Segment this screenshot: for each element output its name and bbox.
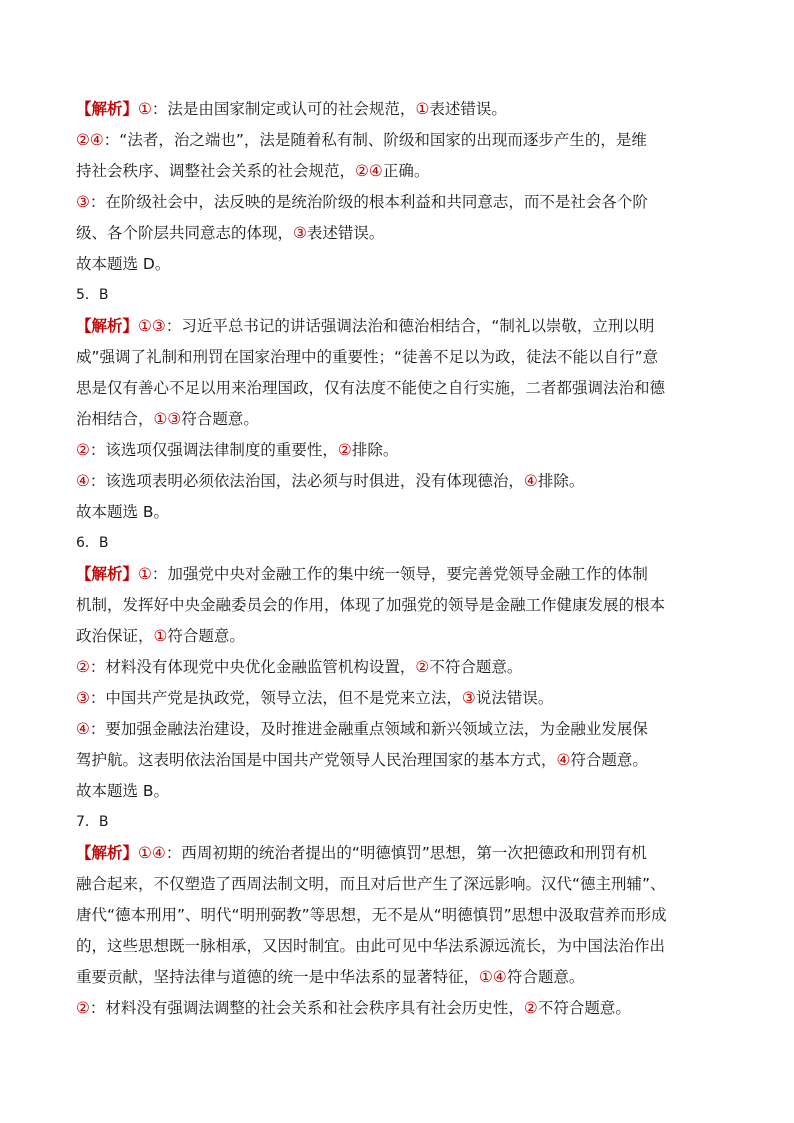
- q5-analysis-line-2: [76, 342, 734, 373]
- text-segment: 机制，发挥好中央金融委员会的作用，体现了加强党的领导是金融工作健康发展的根本: [76, 596, 666, 614]
- text-segment: ：习近平总书记的讲话强调法治和德治相结合，“制礼以崇敬，立刑以明: [165, 317, 655, 335]
- q6-analysis-line-1: [76, 559, 734, 590]
- text-segment: 7．B: [76, 814, 109, 830]
- option-marker: ①④: [479, 968, 507, 986]
- text-segment: 治相结合，: [76, 410, 154, 428]
- option-marker: ②: [76, 658, 90, 676]
- option-marker: ①: [415, 100, 430, 118]
- text-segment: ：该选项表明必须依法治国，法必须与时俱进，没有体现德治，: [89, 472, 524, 490]
- q5-analysis-line-3: [76, 373, 734, 404]
- text-segment: 驾护航。这表明依法治国是中国共产党领导人民治理国家的基本方式，: [76, 751, 557, 769]
- q6-analysis-line-5: [76, 683, 734, 714]
- text-segment: 威”强调了礼制和刑罚在国家治理中的重要性；“徒善不足以为政，徒法不能以自行”意: [76, 348, 659, 366]
- text-segment: 表述错误。: [306, 224, 385, 242]
- text-segment: 符合题意。: [167, 627, 245, 645]
- text-segment: 符合题意。: [506, 968, 585, 986]
- q6-analysis-line-4: [76, 652, 734, 683]
- option-marker: ②: [337, 441, 352, 459]
- option-marker: ④: [76, 720, 90, 738]
- q5-analysis-line-4: [76, 404, 734, 435]
- q7-analysis-line-1: [76, 838, 734, 869]
- text-segment: 持社会秩序、调整社会关系的社会规范，: [76, 162, 356, 180]
- q5-analysis-line-1: [76, 311, 734, 342]
- q4-conclusion: [76, 249, 734, 280]
- option-marker: ③: [76, 689, 90, 707]
- text-segment: 级、各个阶层共同意志的体现，: [76, 224, 294, 242]
- q6-analysis-line-2: [76, 590, 734, 621]
- q4-analysis-line-5: [76, 218, 734, 249]
- q6-analysis-line-3: [76, 621, 734, 652]
- q4-analysis-line-1: [76, 94, 734, 125]
- text-segment: 6．B: [76, 535, 109, 551]
- option-marker: ②: [523, 999, 538, 1017]
- analysis-label: 【解析】: [76, 565, 139, 583]
- text-segment: 表述错误。: [429, 100, 507, 118]
- text-segment: 说法错误。: [475, 689, 554, 707]
- text-segment: 符合题意。: [181, 410, 259, 428]
- analysis-label: 【解析】: [76, 844, 139, 862]
- q7-analysis-line-6: [76, 993, 734, 1024]
- text-segment: 唐代“德本刑用”、明代“明刑弼教”等思想，无不是从“明德慎罚”思想中汲取营养而形成: [76, 906, 667, 924]
- q7-analysis-line-4: [76, 931, 734, 962]
- text-segment: ：中国共产党是执政党，领导立法，但不是党来立法，: [89, 689, 462, 707]
- text-segment: 排除。: [537, 472, 585, 490]
- q7-analysis-line-5: [76, 962, 734, 993]
- option-marker: ④: [556, 751, 571, 769]
- option-marker: ①: [153, 627, 168, 645]
- text-segment: ：该选项仅强调法律制度的重要性，: [89, 441, 338, 459]
- option-marker: ③: [76, 193, 90, 211]
- option-marker: ①: [138, 565, 152, 583]
- text-segment: 不符合题意。: [429, 658, 523, 676]
- text-segment: 思是仅有善心不足以用来治理国政，仅有法度不能使之自行实施，二者都强调法治和德: [76, 379, 666, 397]
- text-segment: 的，这些思想既一脉相承，又因时制宜。由此可见中华法系源远流长，为中国法治作出: [76, 937, 666, 955]
- text-segment: 不符合题意。: [537, 999, 631, 1017]
- analysis-label: 【解析】: [76, 317, 139, 335]
- q4-analysis-line-3: [76, 156, 734, 187]
- option-marker: ④: [523, 472, 538, 490]
- option-marker: ②④: [76, 131, 104, 149]
- text-segment: ：材料没有强调法调整的社会关系和社会秩序具有社会历史性，: [89, 999, 524, 1017]
- q5-conclusion: [76, 497, 734, 528]
- q7-answer: [76, 807, 734, 838]
- text-segment: ：法是由国家制定或认可的社会规范，: [151, 100, 416, 118]
- q6-conclusion: [76, 776, 734, 807]
- option-marker: ①③: [138, 317, 166, 335]
- option-marker: ④: [76, 472, 90, 490]
- q6-answer: [76, 528, 734, 559]
- text-segment: ：西周初期的统治者提出的“明德慎罚”思想，第一次把德政和刑罚有机: [165, 844, 647, 862]
- text-segment: 故本题选 B。: [76, 782, 170, 800]
- q4-analysis-line-2: [76, 125, 734, 156]
- option-marker: ②: [76, 999, 90, 1017]
- q5-answer: [76, 280, 734, 311]
- option-marker: ②④: [355, 162, 383, 180]
- text-segment: 融合起来，不仅塑造了西周法制文明，而且对后世产生了深远影响。汉代“德主刑辅”、: [76, 875, 666, 893]
- q6-analysis-line-7: [76, 745, 734, 776]
- option-marker: ①: [138, 100, 152, 118]
- q5-analysis-line-5: [76, 435, 734, 466]
- option-marker: ②: [76, 441, 90, 459]
- text-segment: 故本题选 B。: [76, 503, 170, 521]
- q4-analysis-line-4: [76, 187, 734, 218]
- option-marker: ①③: [153, 410, 182, 428]
- text-segment: ：要加强金融法治建设，及时推进金融重点领域和新兴领域立法，为金融业发展保: [89, 720, 648, 738]
- text-segment: ：材料没有体现党中央优化金融监管机构设置，: [89, 658, 416, 676]
- option-marker: ②: [415, 658, 430, 676]
- text-segment: 排除。: [351, 441, 399, 459]
- q7-analysis-line-2: [76, 869, 734, 900]
- q7-analysis-line-3: [76, 900, 734, 931]
- option-marker: ①④: [138, 844, 166, 862]
- analysis-label: 【解析】: [76, 100, 139, 118]
- option-marker: ③: [293, 224, 307, 242]
- option-marker: ③: [461, 689, 476, 707]
- text-segment: ：加强党中央对金融工作的集中统一领导，要完善党领导金融工作的体制: [151, 565, 648, 583]
- text-segment: 重要贡献，坚持法律与道德的统一是中华法系的显著特征，: [76, 968, 480, 986]
- text-segment: 正确。: [382, 162, 430, 180]
- text-segment: ：在阶级社会中，法反映的是统治阶级的根本利益和共同意志，而不是社会各个阶: [89, 193, 648, 211]
- q6-analysis-line-6: [76, 714, 734, 745]
- q5-analysis-line-6: [76, 466, 734, 497]
- text-segment: 政治保证，: [76, 627, 154, 645]
- text-segment: 符合题意。: [570, 751, 648, 769]
- text-segment: 故本题选 D。: [76, 255, 171, 273]
- text-segment: ：“法者，治之端也”，法是随着私有制、阶级和国家的出现而逐步产生的，是维: [103, 131, 647, 149]
- text-segment: 5．B: [76, 287, 109, 303]
